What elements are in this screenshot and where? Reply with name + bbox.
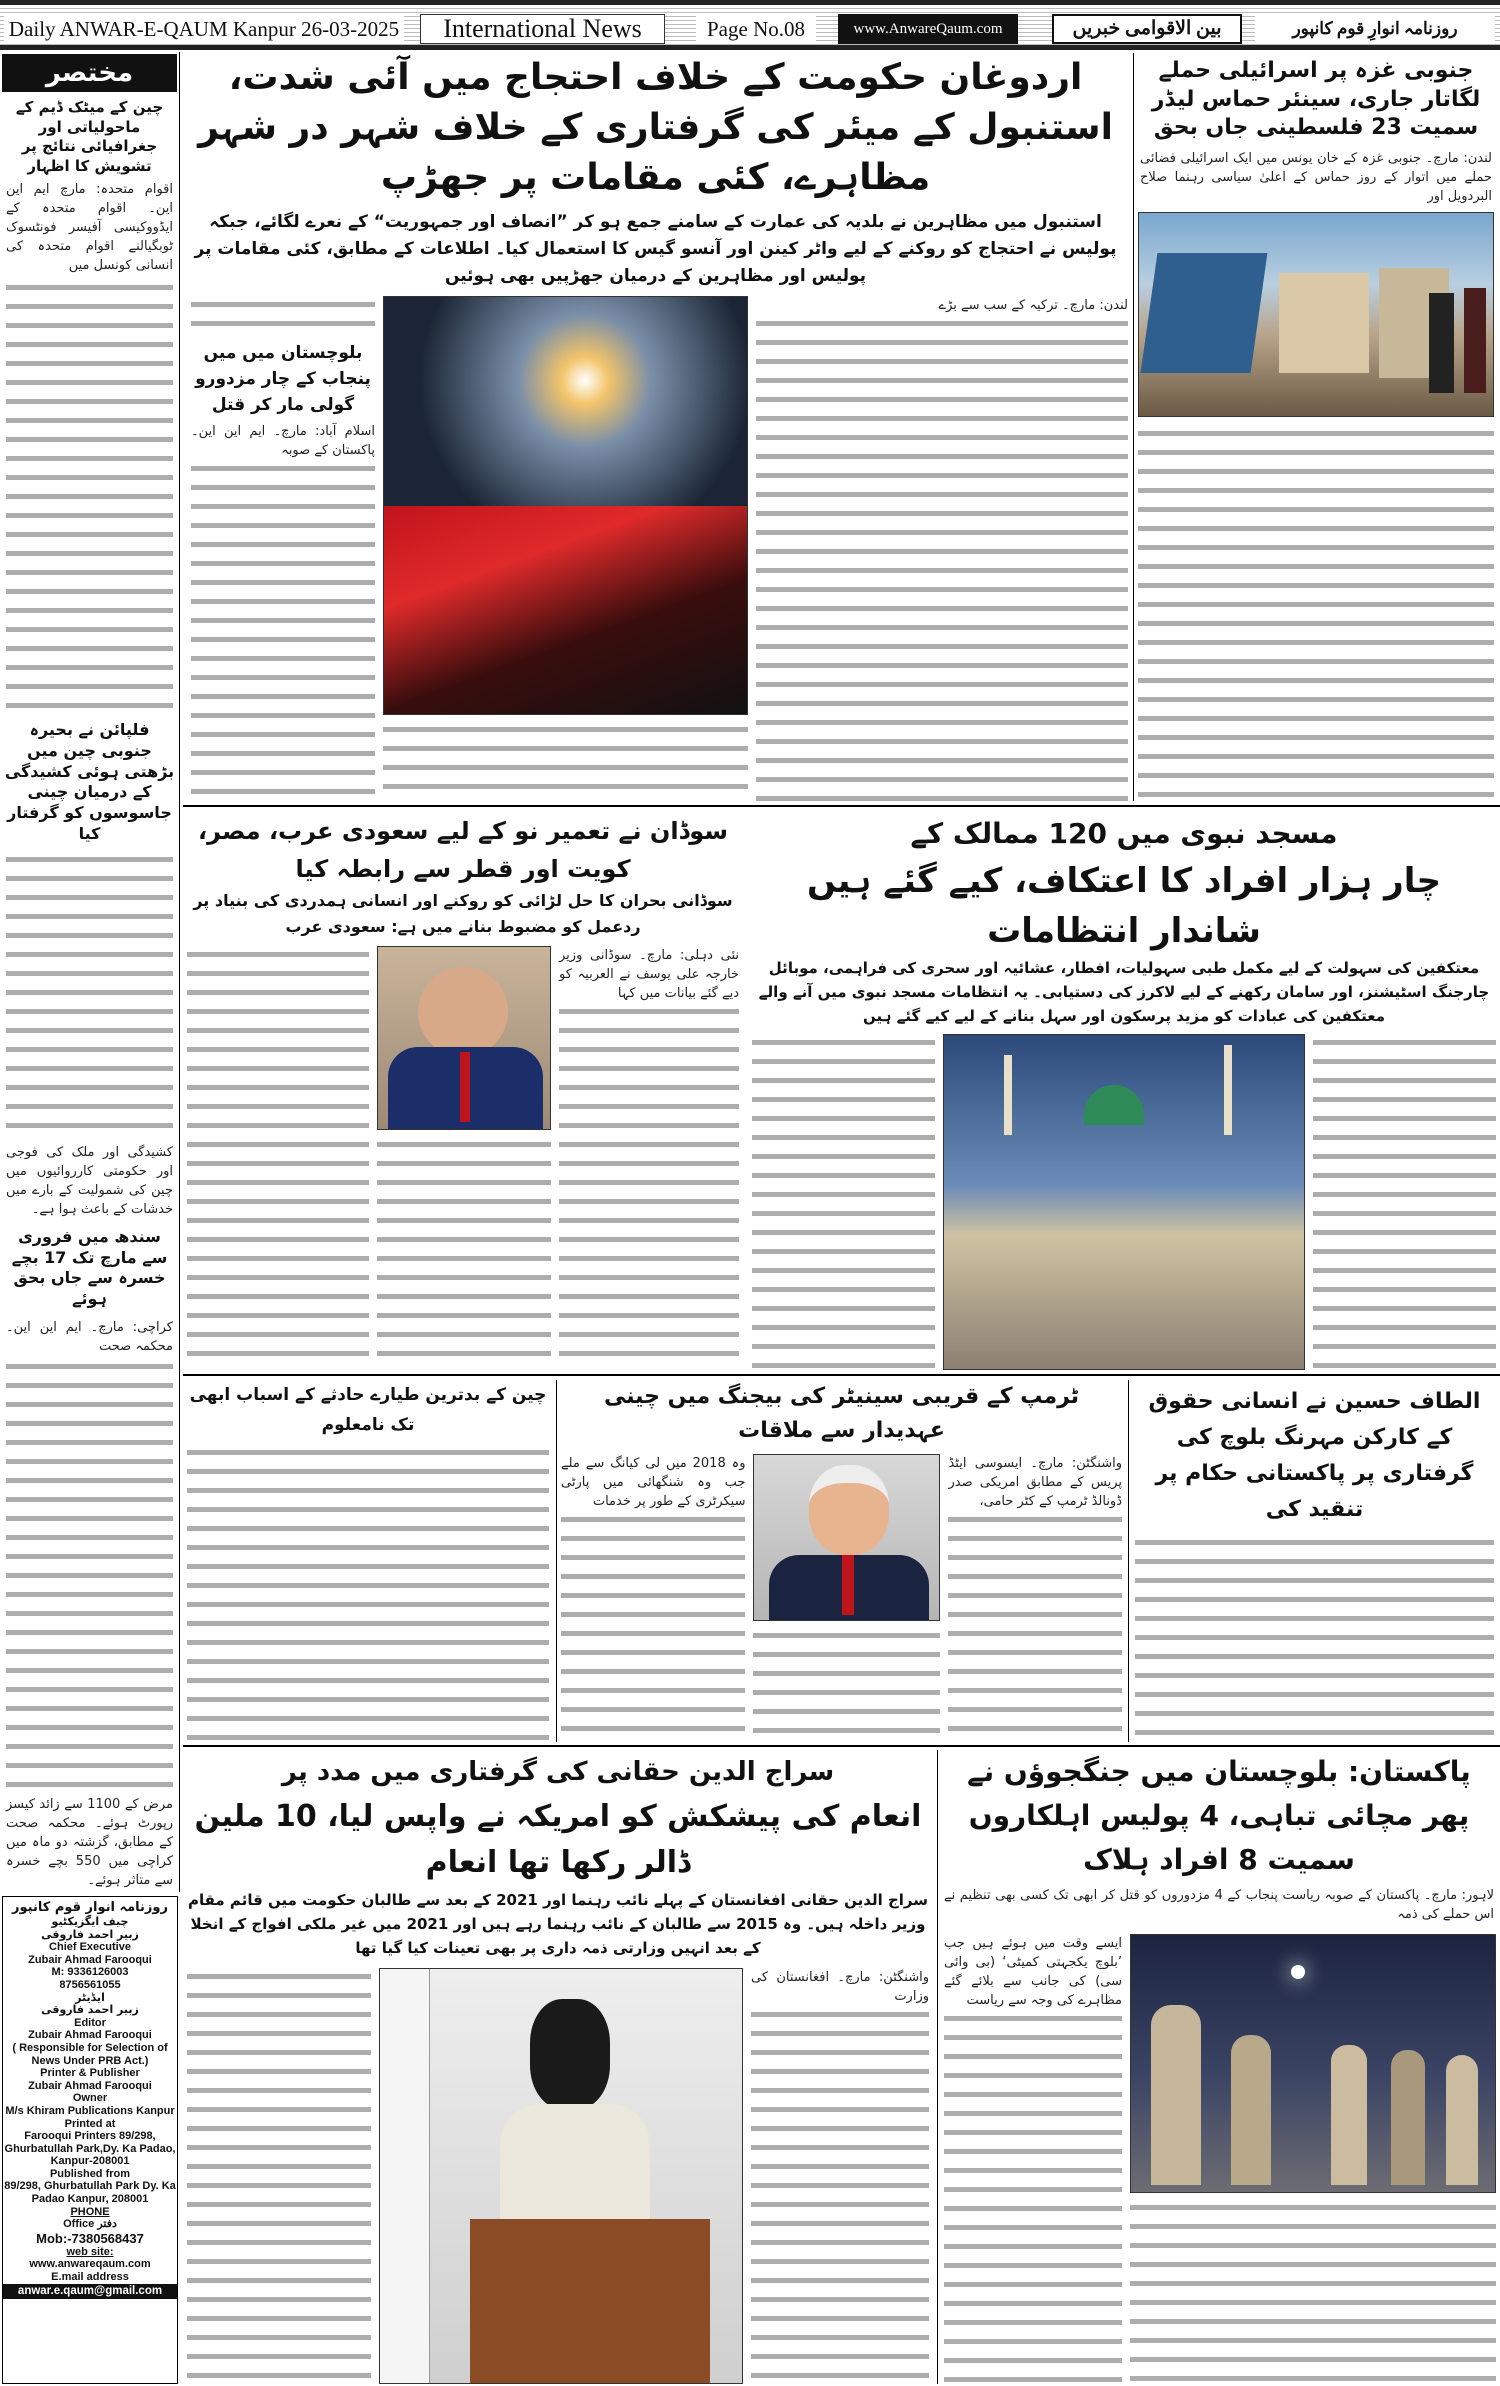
imprint-mobile2: 8756561055 — [59, 1978, 121, 1991]
story-body — [383, 721, 748, 801]
story-body — [751, 2006, 929, 2384]
story-haqqani — [183, 1750, 933, 2384]
brief-headline: سندھ میں فروری سے مارچ تک 17 بچے خسرہ سے جاں بحق ہوئے — [11, 1226, 168, 1309]
story-lead: واشنگٹن: مارچ۔ ایسوسی ایٹڈ پریس کے مطابق امریکی صدر ڈونالڈ ٹرمپ کے کٹر حامی، — [948, 1456, 1122, 1509]
brief-body — [6, 851, 173, 1141]
gaza-tents-photo — [1138, 212, 1494, 417]
headline: چار ہزار افراد کا اعتکاف، کیے گئے ہیں شاندار انتظامات — [807, 861, 1441, 951]
story-body — [1135, 1534, 1494, 1742]
imprint-pp-name: Zubair Ahmad Farooqui — [28, 2079, 152, 2092]
imprint-office: Office — [63, 2218, 95, 2231]
headline: پھر مچائی تباہی، 4 پولیس اہلکاروں سمیت 8 افراد ہلاک — [968, 1799, 1470, 1876]
section-title: International News — [420, 14, 665, 44]
divider — [183, 1745, 1500, 1747]
story-china-crash — [183, 1380, 553, 1742]
brief-tail: مرض کے 1100 سے زائد کیسز رپورٹ ہوئے۔ محکمہ صحت کے مطابق، گزشتہ دو ماہ میں کراچی میں 550 بچے خسرہ سے متاثر ہوئے۔ — [6, 1797, 173, 1889]
headline: ٹرمپ کے قریبی سینیٹر کی بیجنگ میں چینی عہدیدار سے ملاقات — [603, 1384, 1080, 1443]
imprint-email[interactable]: anwar.e.qaum@gmail.com — [3, 2284, 177, 2299]
story-body — [752, 1034, 935, 1370]
story-lead: نئی دہلی: مارچ۔ سوڈانی وزیر خارجہ علی یوسف نے العربیہ کو دیے گئے بیانات میں کہا — [559, 948, 739, 1001]
headline: جنوبی غزہ پر اسرائیلی حملے لگاتار جاری، سینئر حماس لیڈر سمیت 23 فلسطینی جاں بحق — [1151, 58, 1481, 141]
story-trump — [556, 1380, 1126, 1742]
headline: انعام کی پیشکش کو امریکہ نے واپس لیا، 10 ملین ڈالر رکھا تھا انعام — [194, 1799, 922, 1880]
story-body — [377, 1136, 551, 1370]
imprint-editor: Editor — [74, 2016, 106, 2029]
story-lead: لندن: مارچ۔ ترکیہ کے سب سے بڑے — [938, 298, 1128, 313]
brief-lead: اقوام متحدہ: مارچ ایم این این۔ اقوام متحدہ کے ایڈووکیسی آفیسر فونٹسوک ٹوبگیالنے اقوام متحدہ کی انسانی کونسل میں — [6, 182, 173, 273]
imprint-box — [2, 1896, 178, 2384]
imprint-printer: Farooqui Printers 89/298, Ghurbatullah Park,Dy. Ka Padao, Kanpur-208001 — [4, 2130, 176, 2168]
website-link[interactable]: www.AnwareQaum.com — [838, 14, 1018, 44]
divider — [183, 1374, 1500, 1376]
subheadline: سوڈانی بحران کا حل لڑائی کو روکنے اور انسانی ہمدردی کی بنیاد پر ردعمل کو مضبوط بنانے میں ہے: سعودی عرب — [193, 891, 733, 936]
haqqani-photo — [379, 1968, 743, 2384]
story-gaza — [1133, 53, 1498, 801]
istanbul-protest-photo — [383, 296, 748, 715]
imprint-mobile: M: 9336126003 — [51, 1966, 129, 1979]
section-title-urdu: بین الاقوامی خبریں — [1052, 14, 1242, 44]
story-body — [191, 296, 375, 336]
story-lead: لندن: مارچ۔ جنوبی غزہ کے خان یونس میں ایک اسرائیلی فضائی حملے میں اتوار کے روز حماس کے اعلیٰ سیاسی رہنما صلاح البردویل اور — [1140, 150, 1492, 204]
brief-lead: کشیدگی اور ملک کی فوجی اور حکومتی کارروائیوں میں چین کی شمولیت کے بارے میں خدشات کے باعث ہوا ہے۔ — [6, 1144, 173, 1217]
story-body — [559, 1003, 739, 1370]
masthead-bar — [0, 0, 1500, 50]
story-body — [1130, 2199, 1496, 2384]
story-pakistan-balochistan — [937, 1750, 1500, 2384]
story-body — [561, 1511, 745, 1742]
subheadline: معتکفین کی سہولت کے لیے مکمل طبی سہولیات، افطار، عشائیہ اور سحری کی فراہمی، موبائل چارجنگ اسٹیشنز، اور سامان رکھنے کے لیے لاکرز کی دستیابی۔ یہ انتظامات مسجد نبوی میں آنے والے معتکفین کی عبادات کو مزید پرسکون اور سہل بنانے کے لیے کیے گئے ہیں — [758, 959, 1490, 1025]
imprint-ce: Chief Executive — [49, 1941, 131, 1954]
imprint-prb: ( Responsible for Selection of News Under PRB Act.) — [12, 2041, 168, 2067]
story-erdogan — [183, 53, 1128, 801]
story-sudan — [183, 812, 743, 1370]
sidebar-brief — [0, 52, 180, 1892]
story-body — [187, 1444, 549, 1742]
headline: بلوچستان میں میں پنجاب کے چار مزدورو گولی مار کر قتل — [195, 343, 371, 415]
headline: پاکستان: بلوچستان میں جنگجوؤں نے — [967, 1755, 1471, 1788]
story-lead: وہ 2018 میں لی کیانگ سے ملے جب وہ شنگھائی میں پارٹی سیکرٹری کے طور پر خدمات — [561, 1456, 746, 1509]
imprint-pp: Printer & Publisher — [40, 2067, 140, 2080]
imprint-name-urdu: زبیر احمد فاروقی — [41, 1927, 139, 1941]
story-body — [187, 946, 369, 1370]
story-altaf-hussain — [1128, 1380, 1500, 1742]
sudan-minister-photo — [377, 946, 551, 1130]
story-body — [191, 460, 375, 801]
story-body — [187, 1968, 371, 2384]
story-masjid-nabawi — [748, 812, 1500, 1370]
masthead-date: Daily ANWAR-E-QAUM Kanpur 26-03-2025 — [4, 14, 404, 44]
imprint-printed: Printed at — [64, 2117, 116, 2130]
kicker: مسجد نبوی میں 120 ممالک کے — [910, 817, 1338, 850]
headline: چین کے بدترین طیارے حادثے کے اسباب ابھی تک نامعلوم — [189, 1385, 547, 1435]
story-lead: واشنگٹن: مارچ۔ افغانستان کی وزارت — [751, 1970, 929, 2004]
sidebar-title: مختصر — [2, 54, 177, 92]
story-body — [1138, 425, 1494, 801]
imprint-email-label: E.mail address — [51, 2271, 129, 2284]
headline: سوڈان نے تعمیر نو کے لیے سعودی عرب، مصر، کویت اور قطر سے رابطہ کیا — [198, 817, 728, 883]
imprint-editor-name: Zubair Ahmad Farooqui — [28, 2029, 152, 2042]
brief-lead: کراچی: مارچ۔ ایم این این۔ محکمہ صحت — [6, 1320, 173, 1354]
imprint-office-mobile: Mob:-7380568437 — [36, 2230, 144, 2246]
imprint-published: Published from — [49, 2167, 131, 2180]
imprint-pub-addr: 89/298, Ghurbatullah Park Dy. Ka Padao Kanpur, 208001 — [4, 2180, 176, 2206]
imprint-ce-name: Zubair Ahmad Farooqui — [28, 1953, 152, 1966]
brief-headline: فلپائن نے بحیرہ جنوبی چین میں بڑھتی ہوئی کشیدگی کے درمیان چینی جاسوسوں کو گرفتار کیا — [4, 720, 175, 843]
imprint-owner: Owner — [72, 2092, 108, 2105]
divider — [183, 805, 1500, 807]
brief-headline: چین کے میٹک ڈیم کے ماحولیاتی اور جغرافیائی نتائج پر تشویش کا اظہار — [15, 98, 164, 175]
brief-body — [6, 1358, 173, 1793]
headline: الطاف حسین نے انسانی حقوق کے کارکن مہرنگ بلوچ کی گرفتاری پر پاکستانی حکام پر تنقید کی — [1148, 1389, 1481, 1522]
imprint-phone: PHONE — [70, 2205, 110, 2218]
story-erdogan-body — [756, 296, 1128, 801]
story-body — [1313, 1034, 1496, 1370]
imprint-ce-urdu: چیف ایگزیکٹیو — [51, 1915, 129, 1928]
imprint-office-urdu: دفتر — [97, 2218, 117, 2231]
imprint-web-label: web site: — [66, 2245, 114, 2258]
page-number: Page No.08 — [696, 14, 816, 44]
imprint-owner-name: M/s Khiram Publications Kanpur — [5, 2104, 175, 2117]
story-body — [756, 315, 1128, 801]
brief-body — [6, 279, 173, 714]
imprint-editor-name-urdu: زبیر احمد فاروقی — [41, 2003, 139, 2017]
headline: استنبول کے میئر کی گرفتاری کے خلاف شہر در شہر مظاہرے، کئی مقامات پر جھڑپ — [198, 107, 1113, 198]
story-lead: لاہور: مارچ۔ پاکستان کے صوبہ ریاست پنجاب کے 4 مزدوروں کو قتل کر ابھی تک کسی بھی تنظیم نے اس حملے کی ذمہ — [944, 1888, 1494, 1922]
imprint-logo: روزنامہ انوارِ قوم کانپور — [12, 1900, 168, 1915]
story-lead: اسلام آباد: مارچ۔ ایم این این۔ پاکستان کے صوبہ — [191, 424, 375, 458]
story-balochistan-short — [191, 296, 375, 801]
story-body — [753, 1627, 940, 1742]
story-lead: ایسے وقت میں ہوئے ہیں جب ’بلوچ یکجہتی کمیٹی‘ (بی وائی سی) کی جانب سے بلائے گئے مظاہرے کی وجہ سے ریاست — [944, 1936, 1122, 2008]
kicker: سراج الدین حقانی کی گرفتاری میں مدد پر — [281, 1757, 835, 1787]
imprint-web[interactable]: www.anwareqaum.com — [29, 2258, 151, 2271]
masjid-nabawi-photo — [943, 1034, 1305, 1370]
balochistan-police-photo — [1130, 1934, 1496, 2193]
paper-name-urdu: روزنامہ انوارِ قوم کانپور — [1255, 14, 1495, 44]
story-body — [948, 1511, 1122, 1742]
imprint-editor-urdu: ایڈیٹر — [75, 1990, 105, 2004]
story-body — [944, 2010, 1122, 2384]
subheadline: استنبول میں مظاہرین نے بلدیہ کی عمارت کے سامنے جمع ہو کر ”انصاف اور جمہوریت“ کے نعرے لگائے، جبکہ پولیس نے احتجاج کو روکنے کے لیے واٹر کینن اور آنسو گیس کا استعمال کیا۔ اطلاعات کے مطابق، کئی مقامات پر پولیس اور مظاہرین کے درمیان جھڑپیں بھی ہوئیں — [194, 212, 1117, 286]
headline: اردوغان حکومت کے خلاف احتجاج میں آئی شدت، — [228, 57, 1083, 98]
subheadline: سراج الدین حقانی افغانستان کے پہلے نائب رہنما اور 2021 کے بعد سے طالبان حکومت میں قائم مقام وزیر داخلہ ہیں۔ وہ 2015 سے طالبان کے نائب رہنما رہے ہیں اور 2021 میں غیر ملکی افواج کے انخلا کے بعد انہیں وزارتی ذمہ داری پر بھی تعینات کیا گیا تھا — [188, 1891, 928, 1957]
trump-photo — [753, 1454, 940, 1621]
